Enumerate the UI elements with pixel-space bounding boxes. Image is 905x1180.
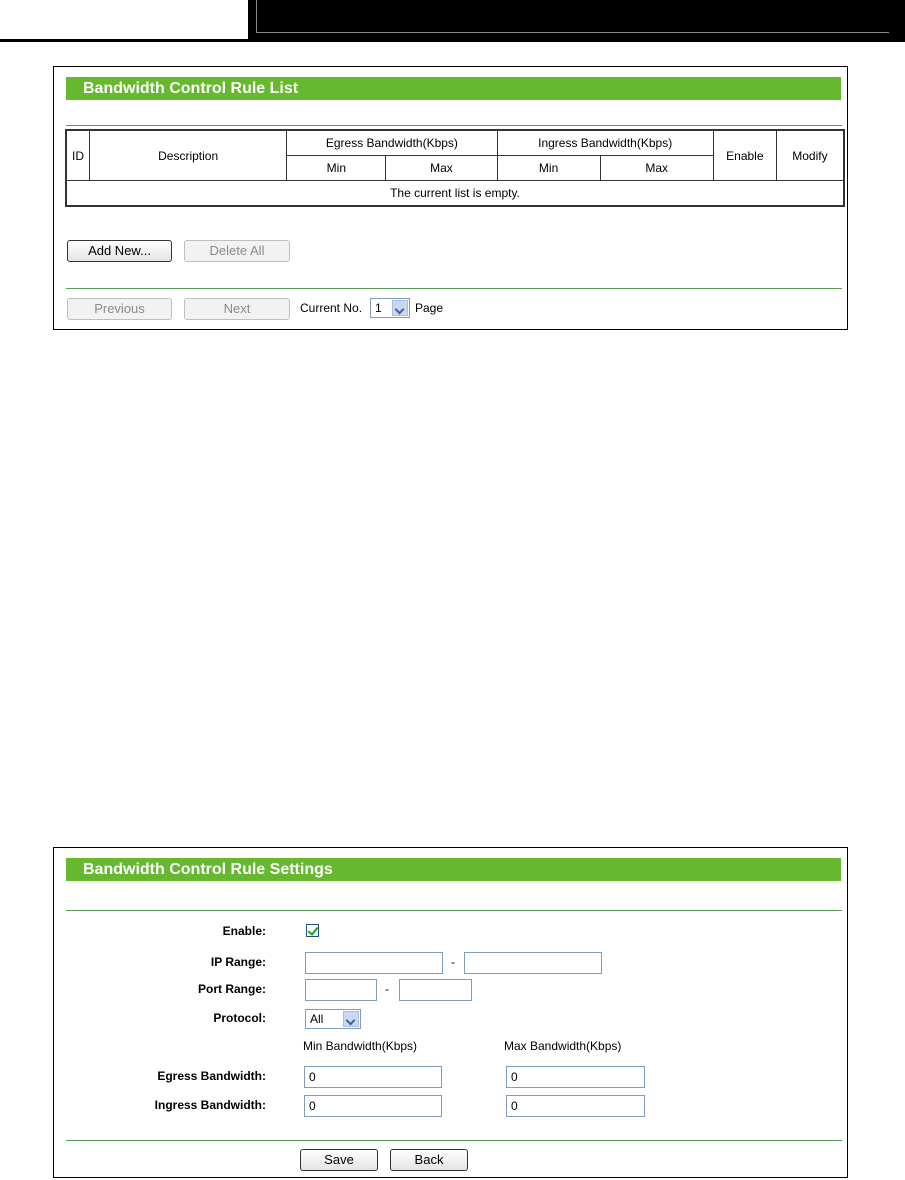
divider: [66, 910, 842, 911]
port-range-separator: -: [385, 982, 389, 996]
rule-list-title: Bandwidth Control Rule List: [66, 77, 841, 100]
egress-max-input[interactable]: [506, 1066, 645, 1088]
rule-table: [66, 130, 844, 206]
ip-range-label: IP Range:: [210, 955, 266, 969]
ip-range-start-input[interactable]: [305, 952, 443, 974]
ingress-bandwidth-label: Ingress Bandwidth:: [154, 1098, 266, 1112]
rule-list-panel: [53, 66, 848, 330]
empty-list-message: The current list is empty.: [67, 181, 844, 206]
ip-range-separator: -: [451, 955, 455, 969]
add-new-button[interactable]: Add New...: [67, 240, 172, 262]
col-enable-header: Enable: [713, 131, 776, 181]
col-description-header: Description: [90, 131, 287, 181]
egress-min-header: Min: [287, 156, 386, 181]
col-ingress-header: Ingress Bandwidth(Kbps): [497, 131, 713, 156]
protocol-value: All: [310, 1012, 324, 1026]
delete-all-button[interactable]: Delete All: [184, 240, 290, 262]
next-button[interactable]: Next: [184, 298, 290, 320]
rule-settings-panel: [53, 847, 848, 1178]
ingress-min-input[interactable]: [304, 1095, 442, 1117]
chevron-down-icon[interactable]: [343, 1011, 359, 1027]
ingress-max-header: Max: [600, 156, 713, 181]
current-page-select[interactable]: [370, 298, 410, 318]
port-range-end-input[interactable]: [399, 979, 472, 1001]
back-button[interactable]: Back: [390, 1149, 468, 1171]
col-modify-header: Modify: [776, 131, 843, 181]
rule-settings-title: Bandwidth Control Rule Settings: [66, 858, 841, 881]
ingress-max-input[interactable]: [506, 1095, 645, 1117]
col-egress-header: Egress Bandwidth(Kbps): [287, 131, 497, 156]
chevron-down-icon[interactable]: [392, 300, 408, 316]
previous-button[interactable]: Previous: [67, 298, 172, 320]
protocol-select[interactable]: [305, 1009, 361, 1029]
enable-label: Enable:: [222, 924, 266, 938]
save-button[interactable]: Save: [300, 1149, 378, 1171]
egress-min-input[interactable]: [304, 1066, 442, 1088]
top-header-bar: [248, 0, 905, 40]
divider: [66, 1140, 842, 1141]
page-label: Page: [415, 301, 444, 315]
egress-bandwidth-label: Egress Bandwidth:: [157, 1069, 266, 1083]
current-page-value: 1: [375, 301, 382, 315]
ip-range-end-input[interactable]: [464, 952, 602, 974]
current-no-label: Current No.: [300, 301, 363, 315]
min-bandwidth-header: Min Bandwidth(Kbps): [303, 1039, 418, 1053]
protocol-label: Protocol:: [213, 1011, 266, 1025]
egress-max-header: Max: [386, 156, 497, 181]
col-id-header: ID: [67, 131, 90, 181]
enable-checkbox[interactable]: [306, 924, 319, 937]
port-range-start-input[interactable]: [305, 979, 377, 1001]
port-range-label: Port Range:: [197, 982, 266, 996]
divider: [66, 288, 842, 289]
ingress-min-header: Min: [497, 156, 600, 181]
divider: [66, 125, 842, 126]
header-divider: [0, 39, 905, 42]
max-bandwidth-header: Max Bandwidth(Kbps): [504, 1039, 622, 1053]
